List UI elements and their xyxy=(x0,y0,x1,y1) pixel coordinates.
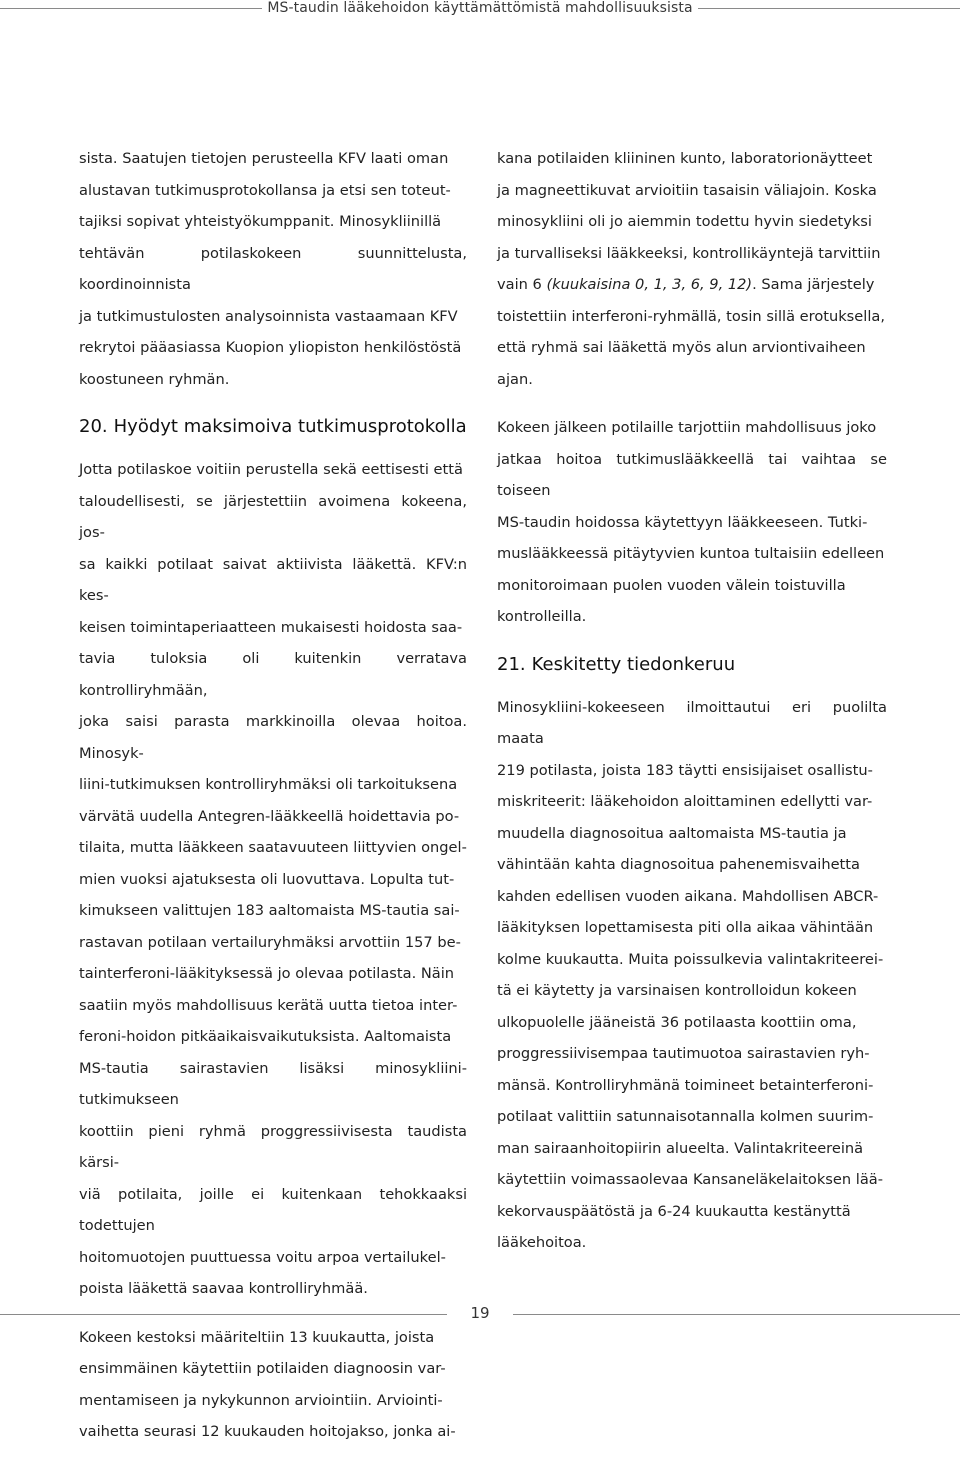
section-number-20: 20. xyxy=(79,416,108,437)
section-title-21: Keskitetty tiedonkeruu xyxy=(531,653,736,675)
section-heading-20 xyxy=(79,412,467,442)
page-number: 19 xyxy=(470,1304,490,1322)
paragraph-right-3: Minosykliini-kokeeseen ilmoittautui eri puolilta maata 219 potilasta, joista 183 täytti ensisijaiset osallistu- miskriteerit: lääkehoidon aloittaminen edellytti var- muudella diagnosoitua aaltomaista MS-tautia ja vähintään kahta diagnosoitua pahenemisvaihetta kahden edellisen vuoden aikana. Mahdollisen ABCR- lääkityksen lopettamisesta piti olla aikaa vähintään kolme kuukautta. Muita poissulkevia valintakriteerei- tä ei käytetty ja varsinaisen kontrolloidun kokeen ulkopuolelle jääneistä 36 potilaasta koottiin oma, proggressiivisempaa tautimuotoa sairastavien ryh- mänsä. Kontrolliryhmänä toimineet betainterferoni- potilaat valittiin satunnaisotannalla kolmen suurim- man sairaanhoitopiirin alueelta. Valintakriteereinä käytettiin voimassaolevaa Kansaneläkelaitoksen lää- kekorvauspäätöstä ja 6-24 kuukautta kestänyttä lääkehoitoa. xyxy=(497,698,887,1251)
paragraph-left-3: Kokeen kestoksi määriteltiin 13 kuukautta, joista ensimmäinen käytettiin potilaiden diagnoosin var- mentamiseen ja nykykunnon arviointiin. Arviointi- vaihetta seurasi 12 kuukauden hoitojakso, jonka ai- xyxy=(79,1328,456,1440)
paragraph-right-1-part-a: kana potilaiden kliininen kunto, laboratorionäytteet ja magneettikuvat arvioitiin tasaisin väliajoin. Koska minosykliini oli jo aiemmin todettu hyvin siedetyksi ja turvalliseksi lääkkeeksi, kontrollikäyntejä tarvittiin vain 6 xyxy=(497,150,881,293)
running-header xyxy=(0,0,960,30)
section-title-20: Hyödyt maksimoiva tutkimusprotokolla xyxy=(113,416,467,437)
left-column xyxy=(79,143,467,1465)
section-number-21: 21. xyxy=(497,653,526,675)
paragraph-right-2: Kokeen jälkeen potilaille tarjottiin mahdollisuus joko jatkaa hoitoa tutkimuslääkkeellä tai vaihtaa se toiseen MS-taudin hoidossa käytettyyn lääkkeeseen. Tutki- muslääkkeessä pitäytyvien kuntoa tultaisiin edelleen monitoroimaan puolen vuoden välein toistuvilla kontrolleilla. xyxy=(497,419,887,625)
paragraph-right-1-part-b: . Sama järjestely toistettiin interferoni-ryhmällä, tosin sillä erotuksella, että ryhmä sai lääkettä myös alun arviontivaiheen ajan. xyxy=(497,276,885,388)
page-footer xyxy=(0,1300,960,1324)
header-rule-right xyxy=(698,8,960,9)
paragraph-left-2: Jotta potilaskoe voitiin perustella sekä eettisesti että taloudellisesti, se järjestettiin avoimena kokeena, jos- sa kaikki potilaat saivat aktiivista lääkettä. KFV:n kes- keisen toimintaperiaatteen mukaisesti hoidosta saa- tavia tuloksia oli kuitenkin verratava kontrolliryhmään, joka saisi parasta markkinoilla olevaa hoitoa. Minosyk- liini-tutkimuksen kontrolliryhmäksi oli tarkoituksena värvätä uudella Antegren-lääkkeellä hoidettavia po- tilaita, mutta lääkkeen saatavuuteen liittyvien ongel- mien vuoksi ajatuksesta oli luovuttava. Lopulta tut- kimukseen valittujen 183 aaltomaista MS-tautia sai- rastavan potilaan vertailuryhmäksi arvottiin 157 be- tainterferoni-lääkityksessä jo olevaa potilasta. Näin saatiin myös mahdollisuus kerätä uutta tietoa inter- feroni-hoidon pitkäaikaisvaikutuksista. Aaltomaista MS-tautia sairastavien lisäksi minosykliini-tutkimukseen koottiin pieni ryhmä proggressiivisesta taudista kärsi- viä potilaita, joille ei kuitenkaan tehokkaaksi todettujen hoitomuotojen puuttuessa voitu arpoa vertailukel- poista lääkettä saavaa kontrolliryhmää. xyxy=(79,461,467,1297)
running-header-title: MS-taudin lääkehoidon käyttämättömistä mahdollisuuksista xyxy=(267,0,693,16)
paragraph-left-1: sista. Saatujen tietojen perusteella KFV laati oman alustavan tutkimusprotokollansa ja etsi sen toteut- tajiksi sopivat yhteistyökumppanit. Minosykliinillä tehtävän potilaskokeen suunnittelusta, koordinoinnista ja tutkimustulosten analysoinnista vastaamaan KFV rekrytoi pääasiassa Kuopion yliopiston henkilöstöstä koostuneen ryhmän. xyxy=(79,150,467,388)
footer-rule-right xyxy=(513,1314,960,1315)
paragraph-right-1 xyxy=(497,143,887,395)
visit-months-italic: (kuukaisina 0, 1, 3, 6, 9, 12) xyxy=(546,276,753,293)
section-heading-21 xyxy=(497,650,887,680)
right-column xyxy=(497,143,887,1276)
